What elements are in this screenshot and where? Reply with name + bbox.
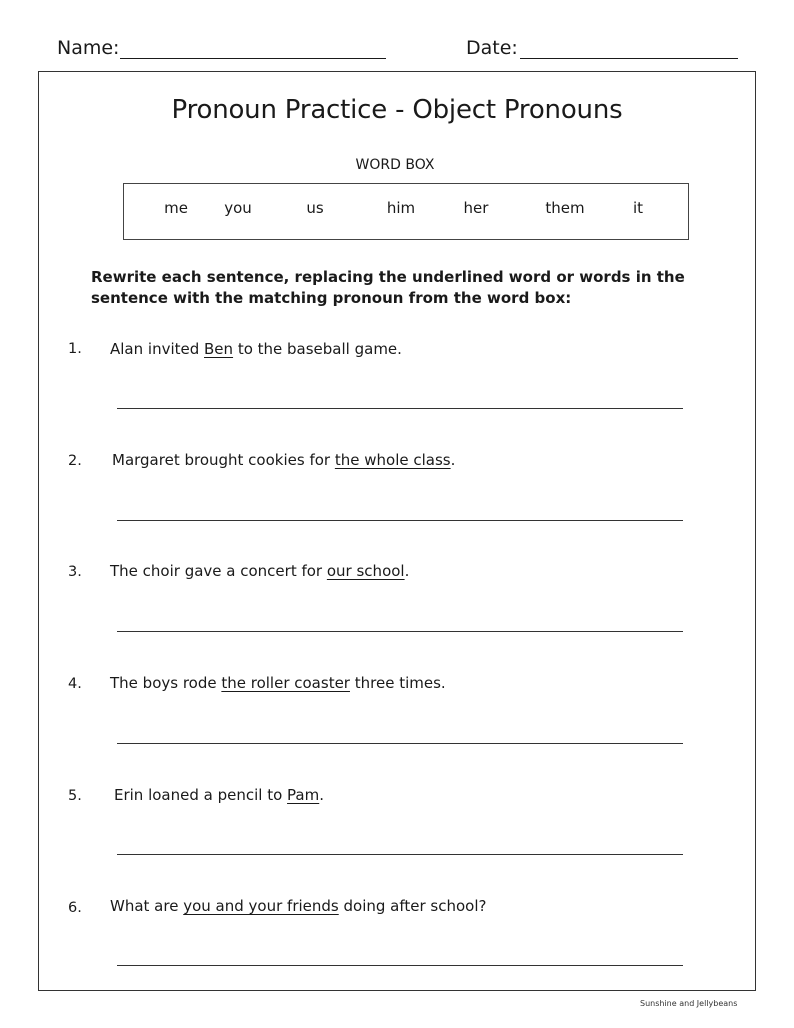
underlined-words: you and your friends xyxy=(183,897,339,915)
answer-line[interactable] xyxy=(117,743,683,744)
word-box-label: WORD BOX xyxy=(355,157,435,173)
date-field[interactable] xyxy=(520,58,738,59)
sentence-text: Margaret brought cookies for xyxy=(112,451,335,469)
name-field[interactable] xyxy=(120,58,386,59)
question-number: 6. xyxy=(68,900,82,916)
sentence-text: . xyxy=(404,562,410,580)
sentence-text: three times. xyxy=(349,674,446,692)
answer-line[interactable] xyxy=(117,520,683,521)
question-sentence xyxy=(110,340,402,358)
word-box-word: me xyxy=(164,199,188,217)
underlined-words: our school xyxy=(326,562,405,580)
word-box-word: you xyxy=(224,199,252,217)
underlined-words: the roller coaster xyxy=(221,674,350,692)
sentence-text: . xyxy=(450,451,456,469)
answer-line[interactable] xyxy=(117,854,683,855)
name-label: Name: xyxy=(57,37,120,59)
underlined-words: the whole class xyxy=(334,451,451,469)
question-number: 5. xyxy=(68,788,82,804)
date-label: Date: xyxy=(466,37,518,59)
question-number: 4. xyxy=(68,676,82,692)
question-number: 2. xyxy=(68,453,82,469)
question-number: 3. xyxy=(68,564,82,580)
answer-line[interactable] xyxy=(117,408,683,409)
credit-text: Sunshine and Jellybeans xyxy=(640,999,738,1008)
word-box-word: us xyxy=(306,199,324,217)
word-box-word: her xyxy=(463,199,489,217)
page-title: Pronoun Practice - Object Pronouns xyxy=(171,95,623,125)
question-sentence xyxy=(114,786,324,804)
question-sentence xyxy=(110,897,486,915)
sentence-text: doing after school? xyxy=(338,897,487,915)
sentence-text: to the baseball game. xyxy=(233,340,402,358)
underlined-words: Pam xyxy=(287,786,320,804)
sentence-text: Erin loaned a pencil to xyxy=(114,786,288,804)
question-sentence xyxy=(110,674,446,692)
sentence-text: . xyxy=(319,786,325,804)
word-box-word: him xyxy=(386,199,416,217)
word-box-word: them xyxy=(545,199,585,217)
question-sentence xyxy=(110,562,409,580)
sentence-text: The choir gave a concert for xyxy=(110,562,327,580)
sentence-text: What are xyxy=(110,897,184,915)
word-box-word: it xyxy=(632,199,644,217)
answer-line[interactable] xyxy=(117,631,683,632)
question-number: 1. xyxy=(68,341,82,357)
instructions: Rewrite each sentence, replacing the underlined word or words in the sentence with the matching pronoun from the word box: xyxy=(91,268,685,307)
answer-line[interactable] xyxy=(117,965,683,966)
question-sentence xyxy=(112,451,455,469)
sentence-text: Alan invited xyxy=(110,340,205,358)
underlined-words: Ben xyxy=(204,340,234,358)
sentence-text: The boys rode xyxy=(110,674,222,692)
